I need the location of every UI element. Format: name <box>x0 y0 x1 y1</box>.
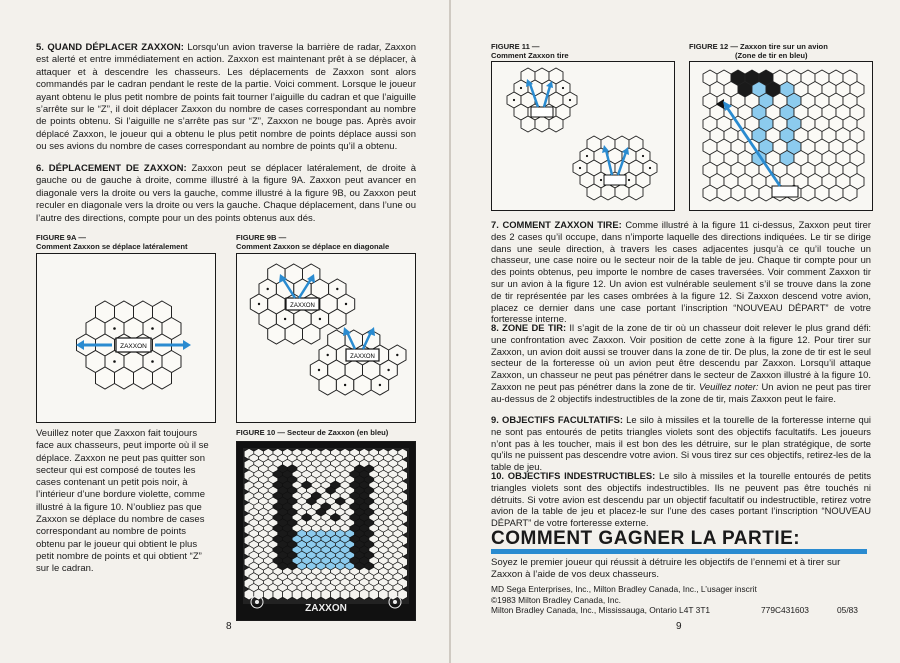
fig12-hex-cell <box>731 185 745 201</box>
section-10-body: Le silo à missiles et la tourelle entourés de petits triangles violets sont des objectifs indestructibles. Ils ne peuvent pas être touchés ni détruits. Si votre avion est descendu par un objectif facultatif ou indestructible, retirez votre avion de la table de jeu et placez-le sur l’une des cases portant l’inscription “NOUVEAU DÉPART” de votre forteresse externe. <box>491 470 872 529</box>
figure-11-hex-diagram <box>492 62 674 210</box>
board-hex-cell <box>311 589 321 600</box>
section-7 <box>491 219 871 325</box>
figure-9b <box>236 253 416 423</box>
board-hex-cell <box>321 589 331 600</box>
section-5-body: Lorsqu’un avion traverse la barrière de radar, Zaxxon est alerté et entre immédiatement en action. Zaxxon est maintenant prêt à se déplacer, à attaquer et à descendre les chasseurs. Les déplacements de Zaxxon sont alors commandés par le cadran pendant le reste de la partie. Voici comment. Lorsque le joueur ayant obtenu le plus petit nombre de points fait tourner l’aiguille du cadran et que l’aiguille s’arrête sur le “Z”, il doit déplacer Zaxxon du nombre de cases correspondant au nombre de points obtenu. Si l’aiguille ne s’arrête pas sur “Z”, Zaxxon ne bouge pas. Après avoir déplacé Zaxxon, le joueur qui a obtenu le plus petit nombre de points déplace aussi son ou ses avions du nombre de cases correspondant au nombre de points qu’il a obtenu. <box>36 42 416 153</box>
board-hex-cell <box>350 589 360 600</box>
board-hex-cell <box>283 589 293 600</box>
section-8-note-label: Veuillez noter: <box>695 380 759 392</box>
board-hex-cell <box>273 589 283 600</box>
figure-9a <box>36 253 216 423</box>
section-9-heading: 9. OBJECTIFS FACULTATIFS: <box>491 414 623 425</box>
figure-12-hex-grid <box>703 70 864 201</box>
fig12-hex-cell <box>759 185 773 201</box>
figure-11-title: FIGURE 11 — <box>491 42 540 51</box>
figure-10-title: FIGURE 10 — Secteur de Zaxxon (en bleu) <box>236 428 389 437</box>
board-hex-cell <box>379 589 389 600</box>
figure-10-board <box>237 442 415 620</box>
section-8-body: Il s’agit de la zone de tir où un chasseur doit relever le plus grand défi: une confrontation avec Zaxxon. Voir position de cette zone à la figure 12. Pour tirer sur Zaxxon, un avion doit aussi se trouver dans la zone de tir. De plus, la zone de tir est le seul secteur de la forteresse où un avion peut être descendu par Zaxxon. Lorsqu’il attaque Zaxxon, un chasseur ne peut pas pénétrer dans le secteur de Zaxxon illustré à la figure 10. Zaxxon ne peut pas pénétrer dans la zone de tir. <box>491 322 872 392</box>
figure-10 <box>236 441 416 621</box>
fig12-hex-cell <box>801 185 815 201</box>
section-7-body: Comme illustré à la figure 11 ci-dessus, Zaxxon peut tirer des 2 cases qu’il occupe, dans n’importe laquelle des directions indiquées. Le tir se dirige dans une seule direction, à travers les cases adjacentes jusqu’à ce qu’il touche un chasseur, une case noire ou le secteur noir de la table de jeu. Chaque tir compte pour un des points obtenus, peu importe le nombre de cases traversées. Voir comment Zaxxon tir sur un avion à la figure 12. Un avion est vulnérable seulement s’il se trouve dans la zone de tir représentée par les cases ombrées à la figure 12. Si Zaxxon descend votre avion, placez ce dernier dans une case portant l’inscription “NOUVEAU DÉPART” de votre forteresse interne. <box>491 219 871 325</box>
figure-9a-subtitle: Comment Zaxxon se déplace latéralement <box>36 242 188 251</box>
section-10 <box>491 470 871 529</box>
section-8-heading: 8. ZONE DE TIR: <box>491 322 567 333</box>
section-10-heading: 10. OBJECTIFS INDESTRUCTIBLES: <box>491 470 656 481</box>
credits-line-1: MD Sega Enterprises, Inc., Milton Bradley Canada, Inc., L’usager inscrit <box>491 584 757 594</box>
board-hex-cell <box>263 589 273 600</box>
win-heading: COMMENT GAGNER LA PARTIE: <box>491 528 801 549</box>
left-page <box>0 0 449 663</box>
board-hex-cell <box>292 589 302 600</box>
figure-9a-hex-diagram <box>37 254 215 422</box>
credits-line-2: ©1983 Milton Bradley Canada, Inc. <box>491 594 622 605</box>
figure-12 <box>689 61 873 211</box>
board-hex-cell <box>340 589 350 600</box>
section-6 <box>36 163 416 225</box>
section-9-body: Le silo à missiles et la tourelle de la forteresse interne qui ne sont pas entourés de petits triangles violets sont des objectifs facultatifs. Les joueurs n’ont pas à les toucher, mais il est bon des les détruire, sur le plan stratégique, de sorte qu’ils ne puissent pas descendre votre avion. Si vous tirez sur ces objectifs, retirez-les de la table de jeu. <box>491 414 871 473</box>
figure-11 <box>491 61 675 211</box>
page-number-left: 8 <box>226 621 232 632</box>
figure-12-title: FIGURE 12 — Zaxxon tire sur un avion <box>689 42 828 51</box>
credits <box>491 584 871 616</box>
fig12-hex-cell <box>843 185 857 201</box>
fig12-hex-cell <box>717 185 731 201</box>
zaxxon-sector-note: Veuillez noter que Zaxxon fait toujours face aux chasseurs, peut importe où il se déplace. Zaxxon ne peut pas quitter son secteur qui est composé de toutes les cases contenant un petit pois noir, à l’intérieur d’une bordure violette, comme illustré à la figure 10. N’oubliez pas que Zaxxon se déplace du nombre de cases correspondant au nombre de points obtenu par le joueur qui obtient le plus petit nombre de points et qui obtient “Z” sur le cadran. <box>36 428 209 575</box>
credits-line-3: Milton Bradley Canada, Inc., Mississauga, Ontario L4T 3T1 <box>491 605 711 615</box>
figure-9b-top-zaxxon-label: ZAXXON <box>290 303 315 309</box>
section-7-heading: 7. COMMENT ZAXXON TIRE: <box>491 219 622 230</box>
product-code: 779C431603 <box>761 605 809 615</box>
figure-9a-zaxxon-label: ZAXXON <box>120 343 147 350</box>
section-8-note: Un avion ne peut pas tirer au-dessus de 2 objectifs indestructibles de la zone de tir, mais Zaxxon peut le faire. <box>491 380 871 404</box>
figure-11-caption <box>491 42 569 60</box>
section-6-heading: 6. DÉPLACEMENT DE ZAXXON: <box>36 163 187 174</box>
figure-10-hex-grid <box>244 449 407 600</box>
figure-10-caption <box>236 428 388 437</box>
figure-9b-title: FIGURE 9B — <box>236 233 287 242</box>
board-hex-cell <box>302 589 312 600</box>
section-9 <box>491 414 871 473</box>
section-6-body: Zaxxon peut se déplacer latéralement, de droite à gauche ou de gauche à droite, comme illustré à la figure 9A. Zaxxon peut avancer en diagonale vers la droite ou vers la gauche, comme illustré à la figure 9B, ou Zaxxon peut reculer en diagonale vers la droite ou vers la gauche. Chaque déplacement, dans l’une ou l’autre des directions, compte pour un des points obtenus aux dés. <box>36 163 416 224</box>
board-hex-cell <box>369 589 379 600</box>
print-date: 05/83 <box>837 605 858 615</box>
figure-9b-caption <box>236 233 389 251</box>
fig12-hex-cell <box>815 185 829 201</box>
fig12-hex-cell <box>745 185 759 201</box>
figure-10-zaxxon-logo: ZAXXON <box>305 603 347 614</box>
win-text: Soyez le premier joueur qui réussit à détruire les objectifs de l’ennemi et à tirer sur Zaxxon à l’aide de vos deux chasseurs. <box>491 557 841 580</box>
win-heading-underline <box>491 549 867 554</box>
figure-9b-subtitle: Comment Zaxxon se déplace en diagonale <box>236 242 390 251</box>
section-5-heading: 5. QUAND DÉPLACER ZAXXON: <box>36 42 184 53</box>
figure-12-caption <box>689 42 828 60</box>
right-page <box>451 0 900 663</box>
fig12-hex-cell <box>829 185 843 201</box>
figure-12-hex-diagram <box>690 62 872 210</box>
figure-9b-bottom-zaxxon-label: ZAXXON <box>350 354 375 360</box>
figure-9b-hex-diagram <box>237 254 415 422</box>
section-8 <box>491 322 871 405</box>
figure-9a-caption <box>36 233 188 251</box>
board-hex-cell <box>359 589 369 600</box>
board-hex-cell <box>331 589 341 600</box>
board-hex-cell <box>388 589 398 600</box>
page-number-right: 9 <box>676 621 682 632</box>
fig12-hex-cell <box>703 185 717 201</box>
figure-12-subtitle: (Zone de tir en bleu) <box>735 51 808 60</box>
figure-11-subtitle: Comment Zaxxon tire <box>491 51 569 60</box>
section-5 <box>36 42 416 154</box>
figure-9a-title: FIGURE 9A — <box>36 233 86 242</box>
